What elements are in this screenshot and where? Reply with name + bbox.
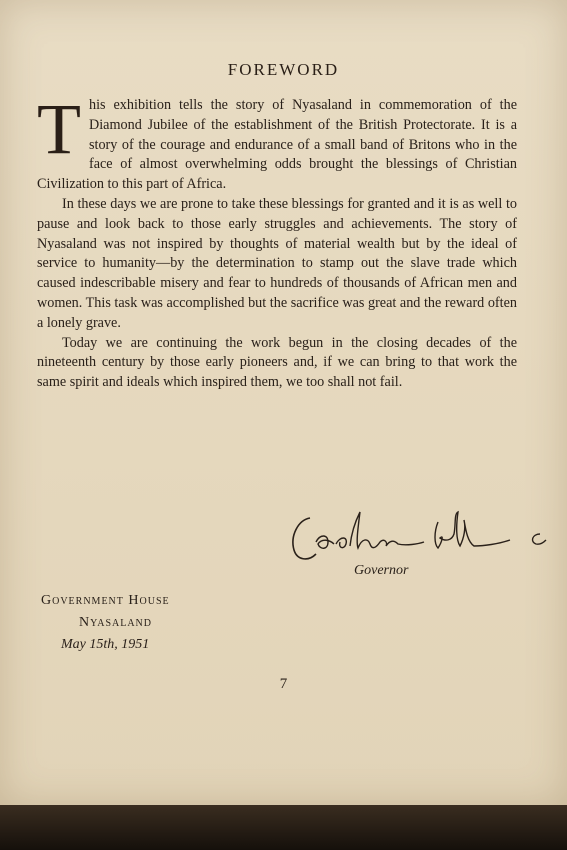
address-line-2: Nyasaland — [79, 615, 153, 630]
paragraph-1-text: his exhibition tells the story of Nyasaland in commemoration of the Diamond Jubilee of the establishment of the British Protectorate. It is a story of the courage and endurance of a small band of Britons who in the face of almost overwhelming odds brought the blessings of Christian Civilization to this part of Africa. — [37, 97, 517, 193]
paragraph-2: In these days we are prone to take these blessings for granted and it is as well to pause and look back to those early struggles and achievements. The story of Nyasaland was not inspired by thoughts of material wealth but by the ideal of service to humanity—by the determination to stamp out the slave trade which caused indescribable misery and fear to hundreds of thousands of African men and women. This task was accomplished but the sacrifice was great and the reward often a lonely grave. — [37, 195, 517, 331]
address-block — [41, 590, 170, 656]
governor-signature — [288, 498, 558, 578]
page-title: FOREWORD — [227, 60, 340, 79]
address-line-1: Government House — [41, 593, 170, 608]
signatory-title: Governor — [354, 563, 409, 578]
page-number: 7 — [279, 676, 288, 692]
paragraph-1 — [37, 89, 517, 195]
page-edge-shadow — [0, 805, 567, 850]
foreword-body — [37, 89, 517, 393]
address-date: May 15th, 1951 — [61, 637, 150, 652]
paragraph-3: Today we are continuing the work begun in the closing decades of the nineteenth century by those early pioneers and, if we can bring to that work the same spirit and ideals which inspired them, we too shall not fail. — [37, 334, 517, 391]
drop-cap: T — [37, 89, 81, 169]
